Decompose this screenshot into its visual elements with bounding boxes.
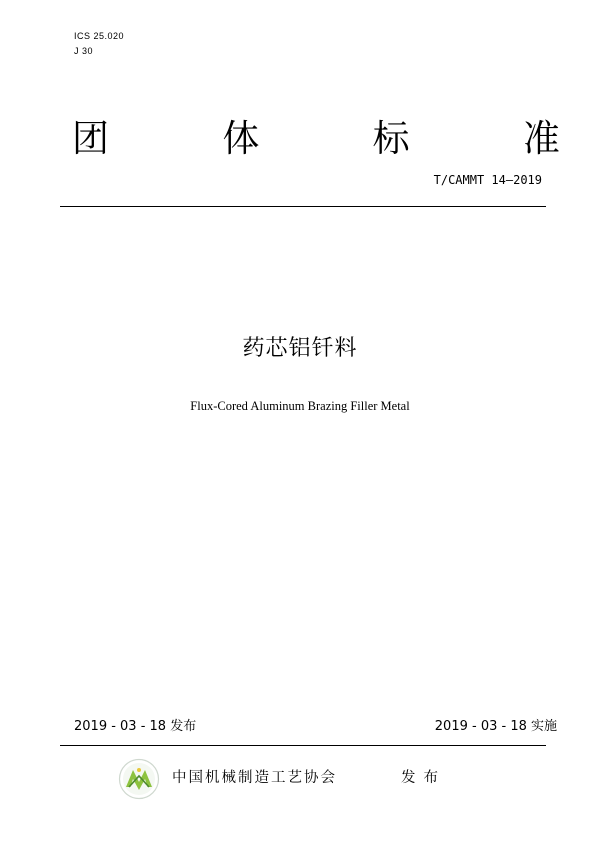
issue-label: 发布 xyxy=(401,770,446,786)
title-char: 团 xyxy=(72,117,109,160)
document-name-chinese: 药芯铝钎料 xyxy=(242,336,358,361)
ics-code: ICS 25.020 xyxy=(74,31,125,41)
title-char: 标 xyxy=(372,117,410,160)
standard-code: T/CAMMT 14—2019 xyxy=(433,173,542,187)
title-char: 体 xyxy=(222,117,260,160)
title-char: 准 xyxy=(522,117,560,160)
implement-date: 2019 - 03 - 18 实施 xyxy=(434,719,557,734)
top-divider xyxy=(60,206,546,207)
publish-date: 2019 - 03 - 18 发布 xyxy=(74,719,197,734)
document-name-english: Flux-Cored Aluminum Brazing Filler Metal xyxy=(190,399,410,413)
ccs-code: J 30 xyxy=(74,46,94,56)
cammt-logo-icon xyxy=(118,758,160,800)
document-type-title xyxy=(72,116,560,162)
issuer-name: 中国机械制造工艺协会 xyxy=(172,770,337,786)
bottom-divider xyxy=(60,745,546,746)
